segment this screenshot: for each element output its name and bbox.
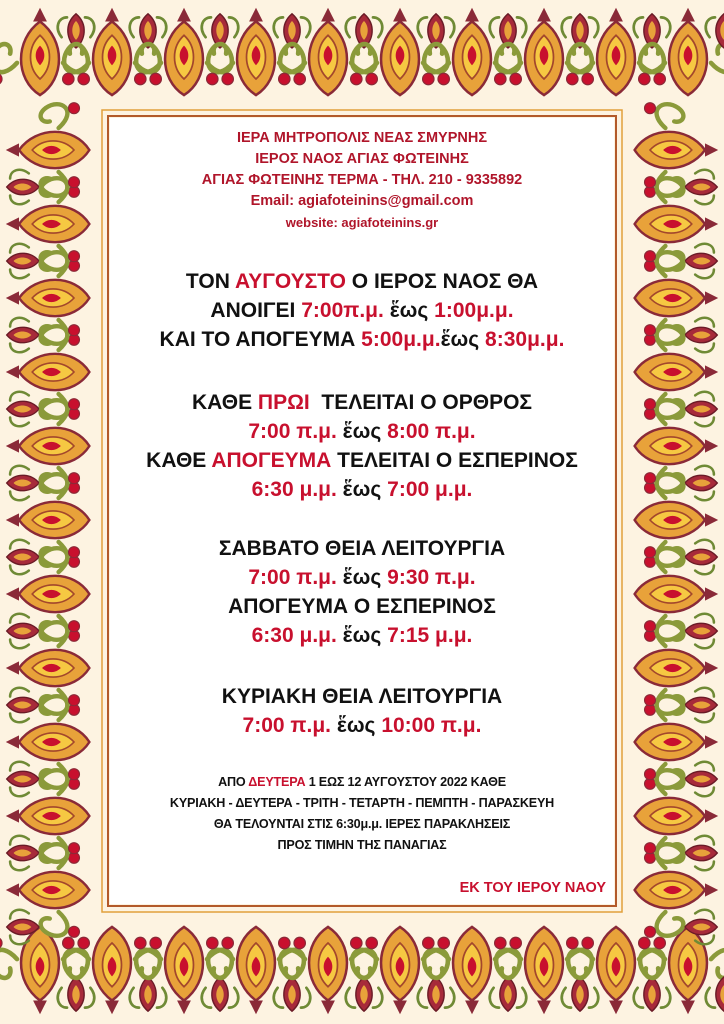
email-text: Email: agiafoteinins@gmail.com xyxy=(250,193,474,209)
morning-service-line: ΚΑΘΕ ΠΡΩΙ ΤΕΛΕΙΤΑΙ Ο ΟΡΘΡΟΣ xyxy=(191,391,533,414)
saturday-vespers-time: 6:30 μ.μ. ἕως 7:15 μ.μ. xyxy=(251,624,473,647)
saturday-liturgy-time: 7:00 π.μ. ἕως 9:30 π.μ. xyxy=(248,566,476,589)
morning-service-time: 7:00 π.μ. ἕως 8:00 π.μ. xyxy=(248,420,476,443)
metropolis-name: ΙΕΡΑ ΜΗΤΡΟΠΟΛΙΣ ΝΕΑΣ ΣΜΥΡΝΗΣ xyxy=(236,130,488,146)
church-name: ΙΕΡΟΣ ΝΑΟΣ ΑΓΙΑΣ ΦΩΤΕΙΝΗΣ xyxy=(255,151,469,167)
notice-line-1: ΑΠΟ ΔΕΥΤΕΡΑ 1 ΕΩΣ 12 ΑΥΓΟΥΣΤΟΥ 2022 ΚΑΘΕ xyxy=(218,775,506,789)
sunday-liturgy-time: 7:00 π.μ. ἕως 10:00 π.μ. xyxy=(242,714,482,737)
saturday-vespers-line: ΑΠΟΓΕΥΜΑ Ο ΕΣΠΕΡΙΝΟΣ xyxy=(228,595,496,618)
notice-line-2: ΚΥΡΙΑΚΗ - ΔΕΥΤΕΡΑ - ΤΡΙΤΗ - ΤΕΤΑΡΤΗ - ΠΕΜΠΤΗ - ΠΑΡΑΣΚΕΥΗ xyxy=(169,796,555,810)
august-line-2: ΑΝΟΙΓΕΙ 7:00π.μ. ἕως 1:00μ.μ. xyxy=(210,299,514,322)
signature: ΕΚ ΤΟΥ ΙΕΡΟΥ ΝΑΟΥ xyxy=(459,880,606,896)
notice-line-3: ΘΑ ΤΕΛΟΥΝΤΑΙ ΣΤΙΣ 6:30μ.μ. ΙΕΡΕΣ ΠΑΡΑΚΛΗΣΕΙΣ xyxy=(213,817,511,831)
evening-service-time: 6:30 μ.μ. ἕως 7:00 μ.μ. xyxy=(251,478,473,501)
august-line-3: ΚΑΙ ΤΟ ΑΠΟΓΕΥΜΑ 5:00μ.μ.ἕως 8:30μ.μ. xyxy=(159,328,565,351)
poster-content xyxy=(118,128,606,898)
evening-service-line: ΚΑΘΕ ΑΠΟΓΕΥΜΑ ΤΕΛΕΙΤΑΙ Ο ΕΣΠΕΡΙΝΟΣ xyxy=(146,449,578,472)
august-line-1: ΤΟΝ ΑΥΓΟΥΣΤΟ Ο ΙΕΡΟΣ ΝΑΟΣ ΘΑ xyxy=(185,270,539,293)
saturday-liturgy-line: ΣΑΒΒΑΤΟ ΘΕΙΑ ΛΕΙΤΟΥΡΓΙΑ xyxy=(218,537,506,560)
notice-line-4: ΠΡΟΣ ΤΙΜΗΝ ΤΗΣ ΠΑΝΑΓΙΑΣ xyxy=(277,838,447,852)
website-text: website: agiafoteinins.gr xyxy=(285,215,439,230)
address-phone: ΑΓΙΑΣ ΦΩΤΕΙΝΗΣ ΤΕΡΜΑ - ΤΗΛ. 210 - 9335892 xyxy=(201,172,523,188)
sunday-liturgy-line: ΚΥΡΙΑΚΗ ΘΕΙΑ ΛΕΙΤΟΥΡΓΙΑ xyxy=(221,685,503,708)
